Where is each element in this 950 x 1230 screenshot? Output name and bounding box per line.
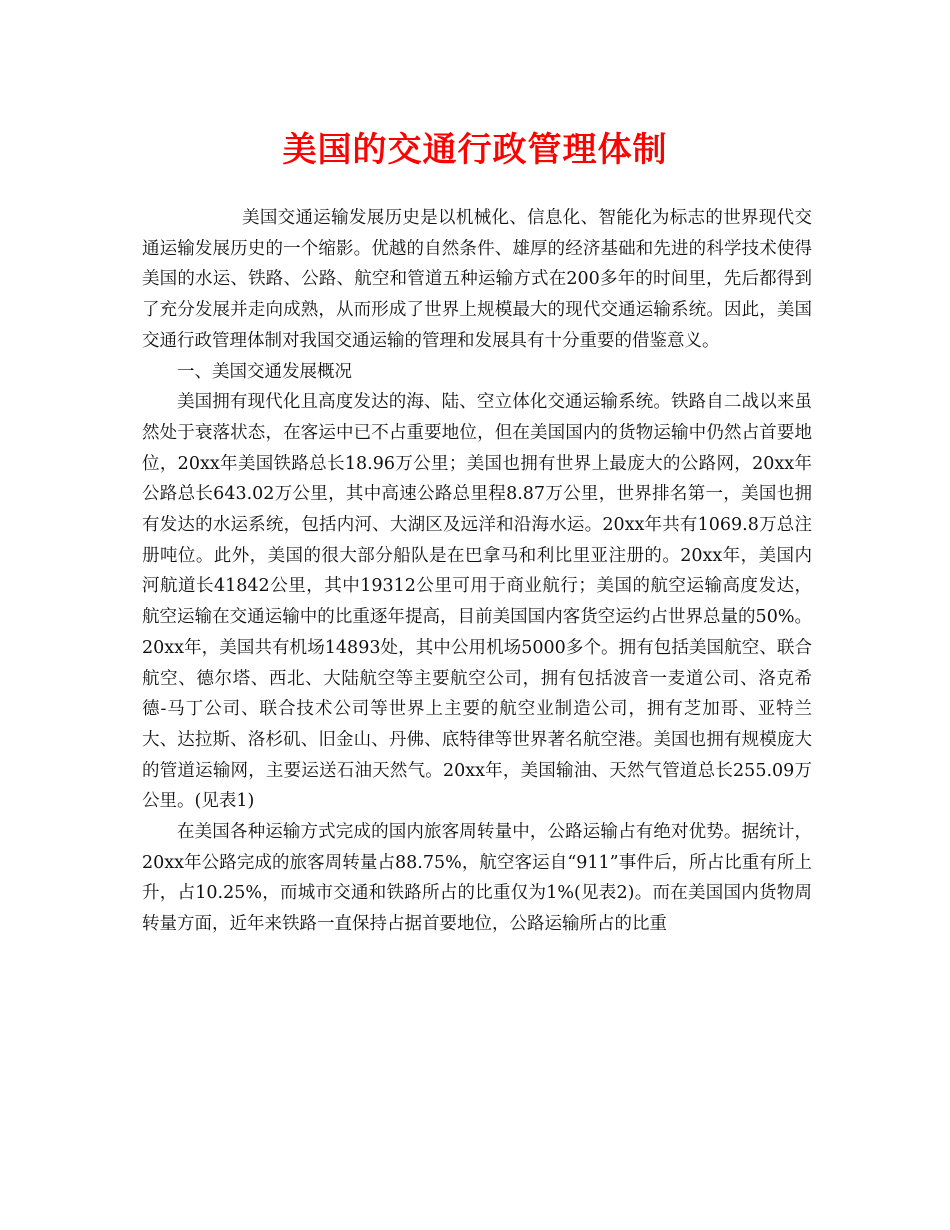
passenger-paragraph: 在美国各种运输方式完成的国内旅客周转量中，公路运输占有绝对优势。据统计，20xx年公路完成的旅客周转量占88.75%，航空客运自“911”事件后，所占比重有所上升，占10.25%，而城市交通和铁路所占的比重仅为1%(见表2)。而在美国国内货物周转量方面，近年来铁路一直保持占据首要地位，公路运输所占的比重 [142,822,812,935]
document-title: 美国的交通行政管理体制 [282,130,668,170]
intro-paragraph: 美国交通运输发展历史是以机械化、信息化、智能化为标志的世界现代交通运输发展历史的一个缩影。优越的自然条件、雄厚的经济基础和先进的科学技术使得美国的水运、铁路、公路、航空和管道五种运输方式在200多年的时间里，先后都得到了充分发展并走向成熟，从而形成了世界上规模最大的现代交通运输系统。因此，美国交通行政管理体制对我国交通运输的管理和发展具有十分重要的借鉴意义。 [142,208,812,351]
section-heading: 一、美国交通发展概况 [177,361,352,382]
overview-paragraph: 美国拥有现代化且高度发达的海、陆、空立体化交通运输系统。铁路自二战以来虽然处于衰落状态，在客运中已不占重要地位，但在美国国内的货物运输中仍然占首要地位，20xx年美国铁路总长18.96万公里；美国也拥有世界上最庞大的公路网，20xx年公路总长643.02万公里，其中高速公路总里程8.87万公里，世界排名第一，美国也拥有发达的水运系统，包括内河、大湖区及远洋和沿海水运。20xx年共有1069.8万总注册吨位。此外，美国的很大部分船队是在巴拿马和利比里亚注册的。20xx年，美国内河航道长41842公里，其中19312公里可用于商业航行；美国的航空运输高度发达，航空运输在交通运输中的比重逐年提高，目前美国国内客货空运约占世界总量的50%。20xx年，美国共有机场14893处，其中公用机场5000多个。拥有包括美国航空、联合航空、德尔塔、西北、大陆航空等主要航空公司，拥有包括波音一麦道公司、洛克希德-马丁公司、联合技术公司等世界上主要的航空业制造公司，拥有芝加哥、亚特兰大、达拉斯、洛杉矶、旧金山、丹佛、底特律等世界著名航空港。美国也拥有规模庞大的管道运输网，主要运送石油天然气。20xx年，美国输油、天然气管道总长255.09万公里。(见表1) [142,392,812,812]
document-body [142,203,812,940]
